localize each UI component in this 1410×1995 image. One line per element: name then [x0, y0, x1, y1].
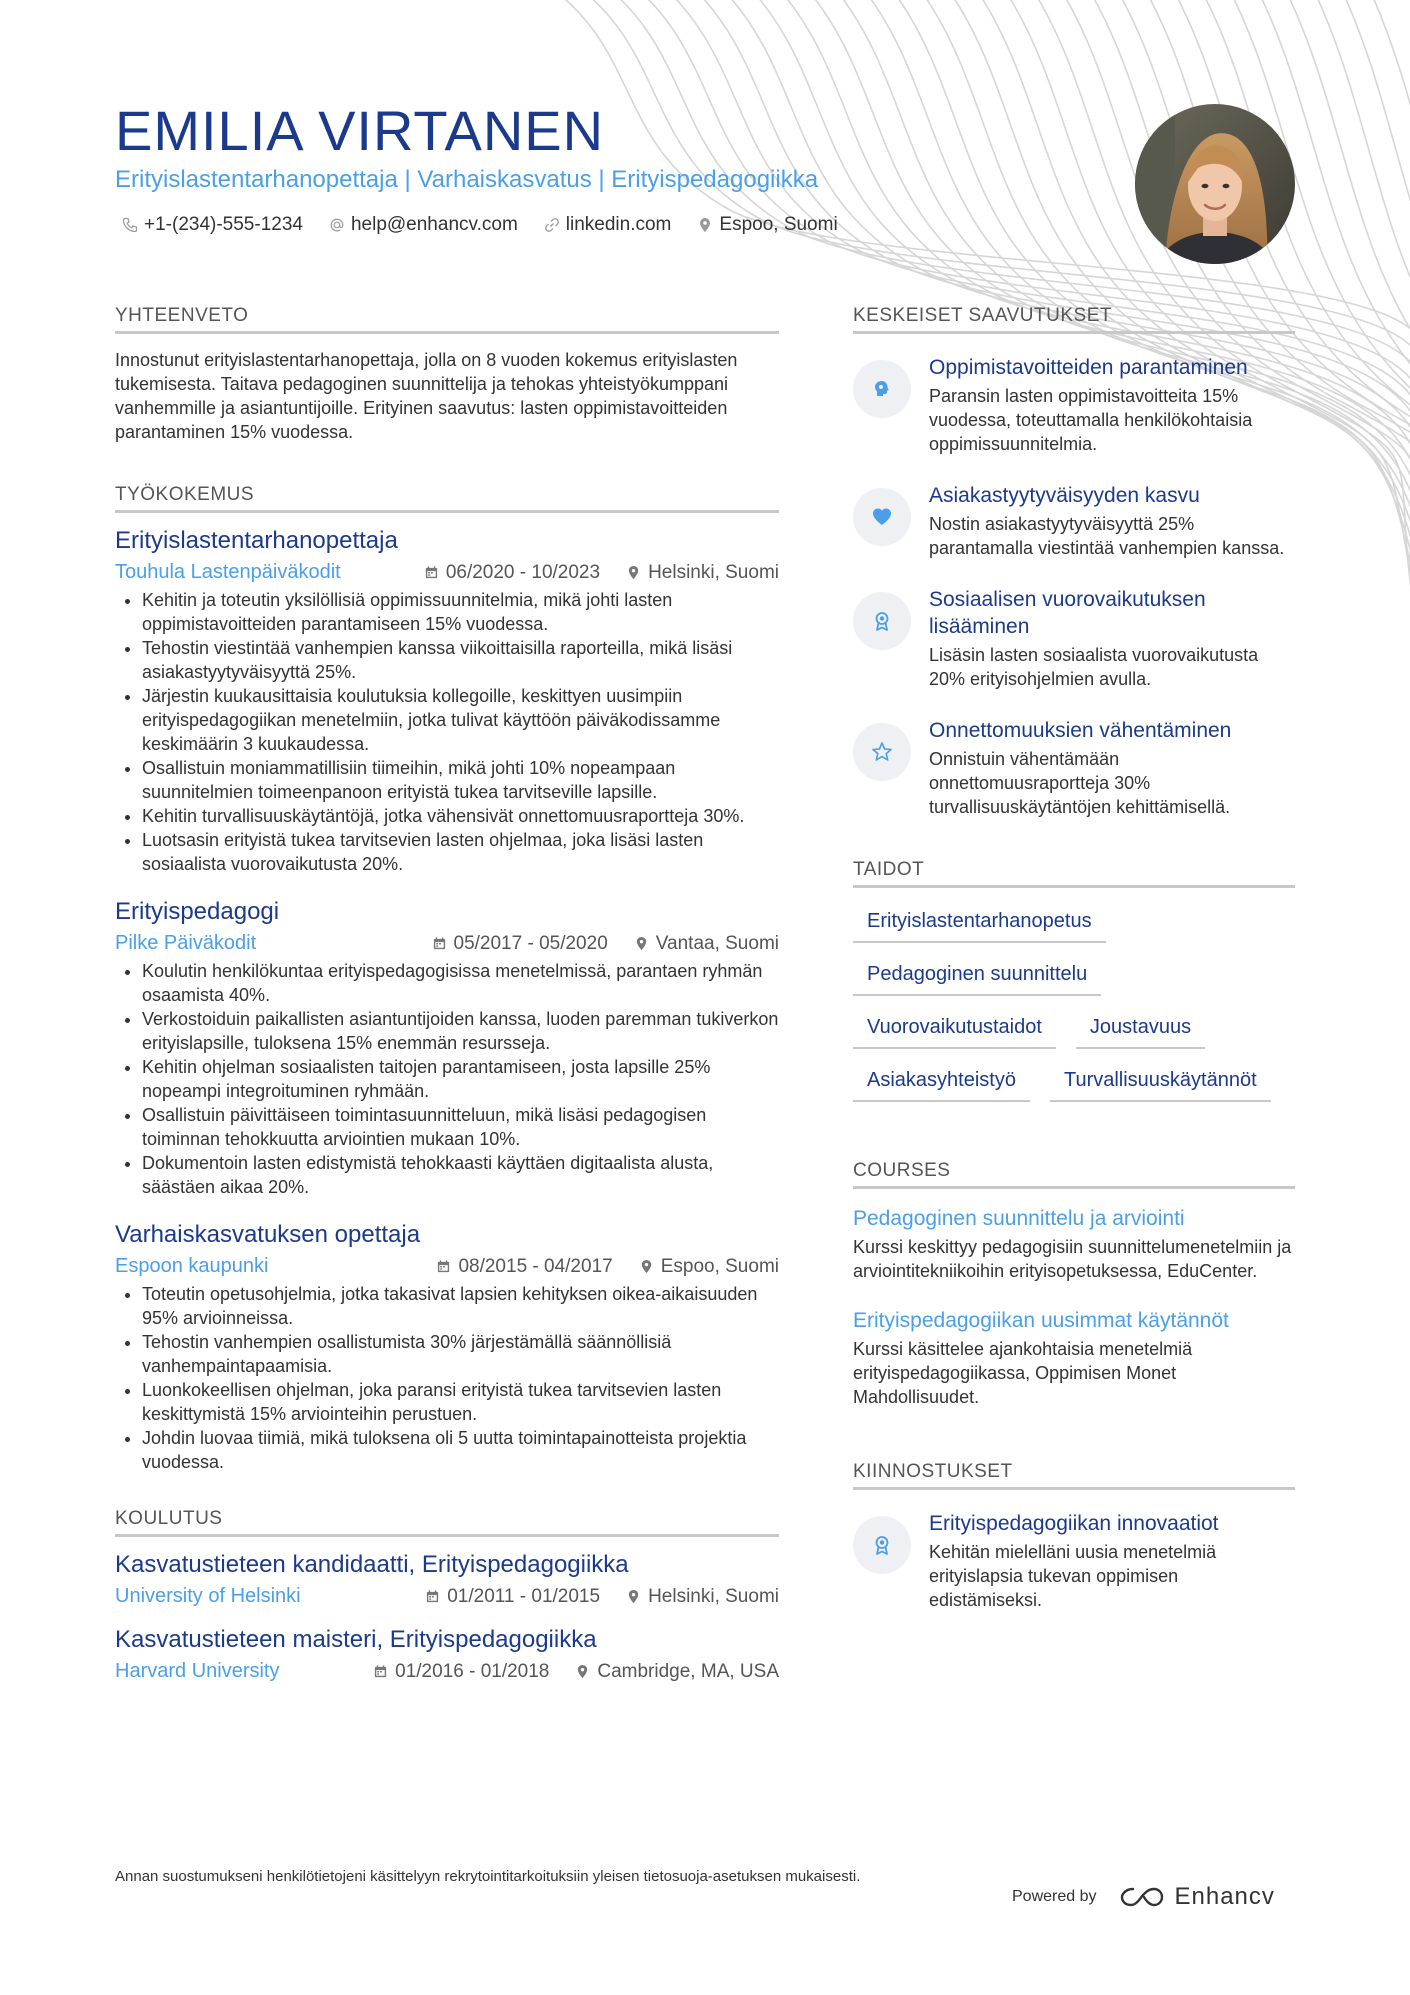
achievement-description: Lisäsin lasten sosiaalista vuorovaikutusta 20% erityisohjelmien avulla. [929, 645, 1259, 689]
company-name[interactable]: Touhula Lastenpäiväkodit [115, 561, 341, 583]
achievement-item [853, 586, 1295, 691]
degree-title: Kasvatustieteen kandidaatti, Erityispedagogiikka [115, 1551, 629, 1578]
job-location-text: Espoo, Suomi [660, 1255, 779, 1277]
education-location [575, 1661, 779, 1683]
experience-section-title: TYÖKOKEMUS [115, 484, 779, 513]
job-dates [432, 933, 608, 955]
achievement-description: Paransin lasten oppimistavoitteita 15% vuodessa, toteuttamalla henkilökohtaisia oppimissuunnitelmia. [929, 386, 1253, 454]
job-location-text: Vantaa, Suomi [655, 932, 779, 954]
candidate-name: EMILIA VIRTANEN [115, 99, 605, 162]
job-dates [424, 562, 600, 584]
job-bullet: • Tehostin viestintää vanhempien kanssa viikoittaisilla raporteilla, mikä lisäsi asiakastyytyväisyyttä 25%. [142, 636, 779, 684]
contact-location-text: Espoo, Suomi [719, 214, 838, 235]
achievement-description: Nostin asiakastyytyväisyyttä 25% parantamalla viestintää vanhempien kanssa. [929, 514, 1285, 558]
degree-title: Kasvatustieteen maisteri, Erityispedagogiikka [115, 1626, 597, 1653]
at-icon [329, 217, 345, 233]
job-title: Erityispedagogi [115, 898, 280, 925]
job-meta [115, 932, 779, 955]
powered-by-label: Powered by [1012, 1888, 1097, 1905]
job-location-text: Helsinki, Suomi [648, 561, 779, 583]
calendar-icon [424, 565, 439, 580]
summary-section-title: YHTEENVETO [115, 305, 779, 334]
job-bullet: • Kehitin ja toteutin yksilöllisiä oppimissuunnitelmia, mikä johti lasten oppimistavoitteiden parantamiseen 15% vuodessa. [142, 588, 779, 636]
education-location-text: Cambridge, MA, USA [597, 1660, 779, 1682]
skill-tag: Joustavuus [1076, 1010, 1205, 1049]
skill-tag: Asiakasyhteistyö [853, 1063, 1030, 1102]
job-bullet: • Koulutin henkilökuntaa erityispedagogisissa menetelmissä, parantaen ryhmän osaamista 40%. [142, 959, 779, 1007]
education-dates [425, 1586, 600, 1608]
skill-tag: Turvallisuuskäytännöt [1050, 1063, 1271, 1102]
course-title[interactable]: Erityispedagogiikan uusimmat käytännöt [853, 1309, 1229, 1332]
skill-tag: Vuorovaikutustaidot [853, 1010, 1056, 1049]
achievement-text [929, 717, 1295, 819]
job-bullet: • Osallistuin päivittäiseen toimintasuunnitteluun, mikä lisäsi pedagogisen toiminnan tehokkuutta arviointien mukaan 10%. [142, 1103, 779, 1151]
job-bullet: • Tehostin vanhempien osallistumista 30% järjestämällä säännöllisiä vanhempaintapaamisia. [142, 1330, 779, 1378]
right-column [853, 305, 1295, 1638]
skill-tag: Pedagoginen suunnittelu [853, 957, 1101, 996]
star-icon [853, 723, 911, 781]
contact-linkedin[interactable] [544, 214, 672, 236]
job-bullets [115, 1282, 779, 1474]
job-location [626, 562, 779, 584]
job-title: Varhaiskasvatuksen opettaja [115, 1221, 421, 1248]
achievement-description: Onnistuin vähentämään onnettomuusraportteja 30% turvallisuuskäytäntöjen kehittämisellä. [929, 749, 1231, 817]
left-column [115, 305, 779, 1701]
job-dates-text: 05/2017 - 05/2020 [453, 932, 608, 954]
school-name[interactable]: Harvard University [115, 1660, 280, 1682]
education-section-title: KOULUTUS [115, 1508, 779, 1537]
interest-title: Erityispedagogiikan innovaatiot [929, 1512, 1219, 1535]
education-entry [115, 1626, 779, 1683]
education-meta [115, 1660, 779, 1683]
course-title[interactable]: Pedagoginen suunnittelu ja arviointi [853, 1207, 1185, 1230]
job-list [115, 527, 779, 1474]
achievement-text [929, 586, 1295, 691]
job-bullets [115, 588, 779, 876]
achievement-item [853, 354, 1295, 456]
course-entry [853, 1207, 1295, 1283]
courses-section-title: COURSES [853, 1160, 1295, 1189]
headline: Erityislastentarhanopettaja | Varhaiskasvatus | Erityispedagogiikka [115, 166, 819, 193]
location-icon [697, 217, 713, 233]
job-bullet: • Luonkokeellisen ohjelman, joka paransi erityistä tukea tarvitsevien lasten keskittymistä 15% arviointeihin perustuen. [142, 1378, 779, 1426]
job-meta [115, 561, 779, 584]
contact-email-text: help@enhancv.com [350, 214, 518, 235]
job-title: Erityislastentarhanopettaja [115, 527, 398, 554]
award-icon [853, 592, 911, 650]
enhancv-logo-icon [1119, 1885, 1165, 1909]
job-dates-text: 06/2020 - 10/2023 [445, 561, 601, 583]
calendar-icon [373, 1664, 388, 1679]
interest-description: Kehitän mielelläni uusia menetelmiä erityislapsia tukevan oppimisen edistämiseksi. [929, 1542, 1217, 1610]
summary-text: Innostunut erityislastentarhanopettaja, jolla on 8 vuoden kokemus erityislasten tukemisesta. Taitava pedagoginen suunnittelija ja tehokas yhteistyökumppani vanhemmille ja asiantuntijoille. Erityinen saavutus: lasten oppimistavoitteiden parantaminen 15% vuodessa. [115, 350, 738, 442]
achievement-title: Oppimistavoitteiden parantaminen [929, 356, 1248, 379]
achievement-item [853, 482, 1295, 560]
job-bullet: • Järjestin kuukausittaisia koulutuksia kollegoille, keskittyen uusimpiin erityispedagogiikan menetelmiin, jotka tulivat käyttöön päiväkodissamme keskimäärin 3 kuukaudessa. [142, 684, 779, 756]
interest-text [929, 1510, 1295, 1612]
course-description: Kurssi käsittelee ajankohtaisia menetelmiä erityispedagogiikassa, Oppimisen Monet Mahdollisuudet. [853, 1339, 1193, 1407]
contact-linkedin-text: linkedin.com [565, 214, 672, 235]
job-bullet: • Toteutin opetusohjelmia, jotka takasivat lapsien kehityksen oikea-aikaisuuden 95% arvioinneissa. [142, 1282, 779, 1330]
location-icon [575, 1664, 590, 1679]
job-bullet: • Luotsasin erityistä tukea tarvitsevien lasten ohjelmaa, joka lisäsi lasten sosiaalista vuorovaikutusta 20%. [142, 828, 779, 876]
powered-by[interactable] [1012, 1883, 1275, 1911]
achievement-title: Asiakastyytyväisyyden kasvu [929, 484, 1200, 507]
course-list [853, 1207, 1295, 1409]
contact-phone[interactable] [122, 214, 303, 236]
school-name[interactable]: University of Helsinki [115, 1585, 301, 1607]
job-meta [115, 1255, 779, 1278]
education-list [115, 1551, 779, 1683]
contact-list [122, 214, 838, 236]
interest-item [853, 1510, 1295, 1612]
job-entry [115, 1221, 779, 1474]
job-bullet: • Johdin luovaa tiimiä, mikä tuloksena oli 5 uutta toimintapainotteista projektia vuodessa. [142, 1426, 779, 1474]
education-dates-text: 01/2016 - 01/2018 [395, 1660, 550, 1682]
calendar-icon [432, 936, 447, 951]
interest-list [853, 1510, 1295, 1612]
location-icon [634, 936, 649, 951]
enhancv-logo[interactable] [1119, 1883, 1275, 1911]
education-location [626, 1586, 779, 1608]
achievement-title: Sosiaalisen vuorovaikutuksen lisääminen [929, 588, 1206, 638]
calendar-icon [425, 1589, 440, 1604]
job-bullet: • Kehitin ohjelman sosiaalisten taitojen parantamiseen, josta lapsille 25% nopeampi integroituminen ryhmään. [142, 1055, 779, 1103]
job-dates [436, 1256, 612, 1278]
award-icon [853, 1516, 911, 1574]
job-bullet: • Kehitin turvallisuuskäytäntöjä, jotka vähensivät onnettomuusraportteja 30%. [142, 804, 779, 828]
location-icon [626, 1589, 641, 1604]
link-icon [544, 217, 560, 233]
calendar-icon [436, 1259, 451, 1274]
job-location [639, 1256, 779, 1278]
profile-photo [1135, 104, 1295, 264]
job-entry [115, 527, 779, 876]
job-bullet: • Verkostoiduin paikallisten asiantuntijoiden kanssa, luoden paremman tukiverkon erityislapsille, tuloksena 15% enemmän resursseja. [142, 1007, 779, 1055]
achievement-list [853, 354, 1295, 819]
phone-icon [122, 217, 138, 233]
achievement-text [929, 482, 1295, 560]
skill-tag: Erityislastentarhanopetus [853, 904, 1106, 943]
education-meta [115, 1585, 779, 1608]
brain-icon [853, 360, 911, 418]
enhancv-brand-text: Enhancv [1174, 1883, 1275, 1910]
job-entry [115, 898, 779, 1199]
skills-section-title: TAIDOT [853, 859, 1295, 888]
contact-location [697, 214, 837, 236]
education-location-text: Helsinki, Suomi [648, 1585, 779, 1607]
education-dates [373, 1661, 549, 1683]
course-description: Kurssi keskittyy pedagogisiin suunnittelumenetelmiin ja arviointitekniikoihin erityisopetuksessa, EduCenter. [853, 1237, 1292, 1281]
company-name[interactable]: Espoon kaupunki [115, 1255, 269, 1277]
job-bullet: • Dokumentoin lasten edistymistä tehokkaasti käyttäen digitaalista alusta, säästäen aikaa 20%. [142, 1151, 779, 1199]
job-location [634, 933, 779, 955]
gdpr-consent: Annan suostumukseni henkilötietojeni käsittelyyn rekrytointitarkoituksiin yleisen tietosuoja-asetuksen mukaisesti. [115, 1868, 861, 1885]
course-entry [853, 1309, 1295, 1409]
job-bullet: • Osallistuin moniammatillisiin tiimeihin, mikä johti 10% nopeampaan suunnitelmien toimeenpanoon erityistä tukea tarvitseville lapsille. [142, 756, 779, 804]
education-entry [115, 1551, 779, 1608]
achievement-item [853, 717, 1295, 819]
location-icon [626, 565, 641, 580]
achievements-section-title: KESKEISET SAAVUTUKSET [853, 305, 1295, 334]
location-icon [639, 1259, 654, 1274]
profile-photo-image [1135, 104, 1295, 264]
interests-section-title: KIINNOSTUKSET [853, 1461, 1295, 1490]
job-bullets [115, 959, 779, 1199]
education-dates-text: 01/2011 - 01/2015 [447, 1585, 601, 1607]
heart-icon [853, 488, 911, 546]
achievement-text [929, 354, 1295, 456]
contact-email[interactable] [329, 214, 518, 236]
contact-phone-text: +1-(234)-555-1234 [144, 214, 303, 235]
skill-list [853, 904, 1295, 1102]
company-name[interactable]: Pilke Päiväkodit [115, 932, 257, 954]
job-dates-text: 08/2015 - 04/2017 [458, 1255, 613, 1277]
achievement-title: Onnettomuuksien vähentäminen [929, 719, 1232, 742]
